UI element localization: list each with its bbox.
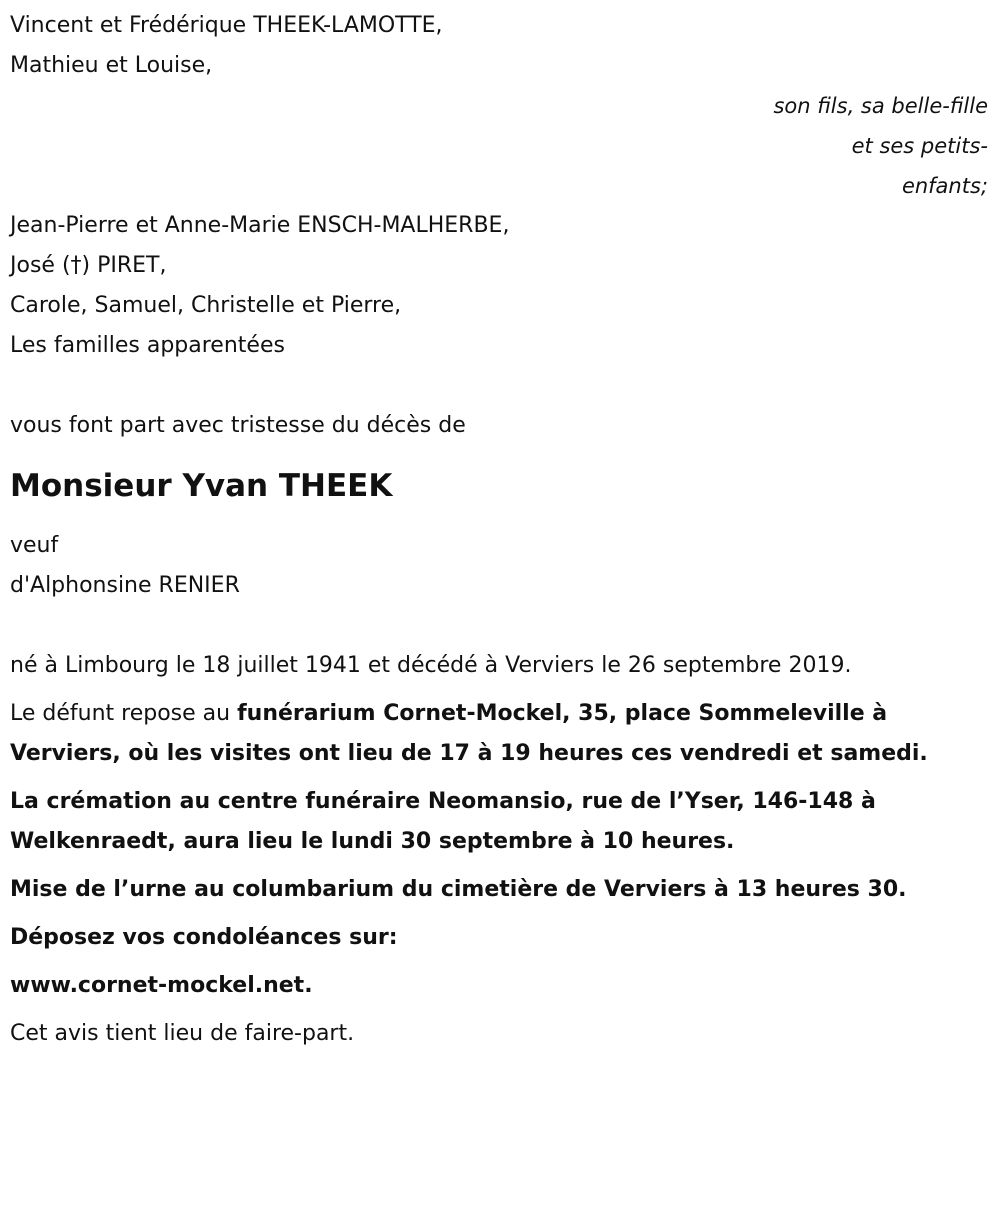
condolences-label-text: Déposez vos condoléances sur: — [10, 925, 398, 950]
cremation-info — [10, 782, 990, 862]
urn-text: Mise de l’urne au columbarium du cimetière de Verviers à 13 heures 30. — [10, 877, 907, 902]
condolences-link[interactable]: www.cornet-mockel.net. — [10, 973, 313, 998]
son-family-line1: Vincent et Frédérique THEEK-LAMOTTE, — [10, 13, 443, 38]
condolences-url[interactable] — [10, 966, 990, 1006]
birth-death: né à Limbourg le 18 juillet 1941 et décédé à Verviers le 26 septembre 2019. — [10, 653, 852, 678]
family-member-line: Les familles apparentées — [10, 333, 285, 358]
urn-info — [10, 870, 990, 910]
relation-line: son fils, sa belle-fille — [773, 94, 988, 118]
widower-line: veuf — [10, 533, 59, 558]
son-family-line2: Mathieu et Louise, — [10, 53, 213, 78]
family-member-line: Carole, Samuel, Christelle et Pierre, — [10, 293, 402, 318]
rest-info — [10, 694, 990, 774]
relation-line: enfants; — [901, 174, 988, 198]
cremation-text: La crémation au centre funéraire Neomansio, rue de l’Yser, 146-148 à Welkenraedt, aura lieu le lundi 30 septembre à 10 heures. — [10, 789, 876, 854]
widower-spouse: d'Alphonsine RENIER — [10, 573, 240, 598]
rest-prefix: Le défunt repose au — [10, 701, 238, 726]
relation-line: et ses petits- — [851, 134, 988, 158]
rest-details: funérarium Cornet-Mockel, 35, place Sommeleville à Verviers, où les visites ont lieu de 17 à 19 heures ces vendredi et samedi. — [10, 701, 928, 766]
family-member-line: José (†) PIRET, — [10, 253, 167, 278]
deceased-name: Monsieur Yvan THEEK — [10, 468, 393, 504]
family-member-line: Jean-Pierre et Anne-Marie ENSCH-MALHERBE, — [10, 213, 510, 238]
closing-note: Cet avis tient lieu de faire-part. — [10, 1021, 355, 1046]
announcement: vous font part avec tristesse du décès de — [10, 413, 466, 438]
condolences-label — [10, 918, 990, 958]
